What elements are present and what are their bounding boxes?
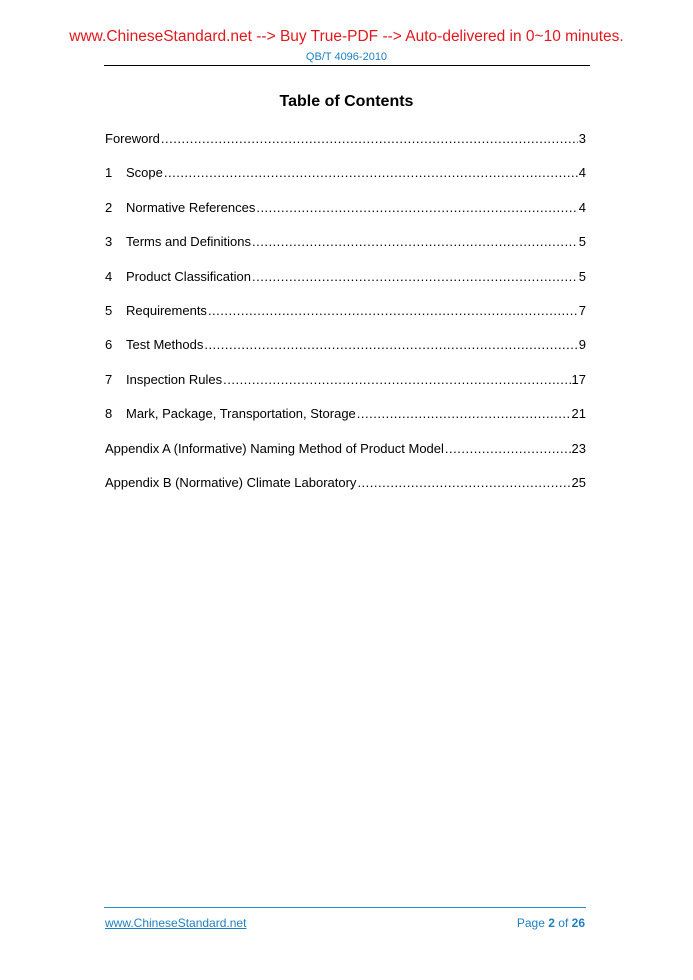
toc-entry-number: 1: [105, 165, 113, 181]
standard-code: QB/T 4096-2010: [305, 51, 388, 63]
toc-entry[interactable]: [105, 269, 586, 303]
toc-entry-label: Scope: [126, 165, 163, 181]
page-indicator: [517, 916, 585, 930]
toc-entry-page: 9: [578, 337, 586, 353]
toc-entry-page: 5: [578, 268, 586, 284]
toc-dot-leader: [161, 131, 578, 146]
toc-entry[interactable]: [105, 406, 586, 440]
toc-dot-leader: [252, 269, 578, 284]
toc-entry[interactable]: [105, 234, 586, 268]
toc-dot-leader: [164, 165, 578, 180]
toc-dot-leader: [357, 475, 570, 490]
toc-entry-page: 21: [571, 406, 586, 422]
toc-entry[interactable]: [105, 200, 586, 234]
toc-dot-leader: [445, 441, 571, 456]
toc-entry-label: Mark, Package, Transportation, Storage: [126, 406, 356, 422]
toc-entry-label: Foreword: [105, 131, 160, 146]
toc-entry-page: 5: [578, 234, 586, 250]
toc-entry[interactable]: [105, 165, 586, 199]
toc-entry-page: 3: [578, 131, 586, 146]
toc-entry-number: 4: [105, 268, 113, 284]
footer-divider: [104, 907, 586, 908]
toc-entry-label: Requirements: [126, 302, 207, 318]
toc-dot-leader: [204, 337, 577, 352]
toc-entry-label: Inspection Rules: [126, 371, 223, 387]
toc-entry-page: 4: [578, 165, 586, 181]
toc-entry-page: 23: [571, 440, 586, 456]
promo-banner[interactable]: www.ChineseStandard.net --> Buy True-PDF --> Auto-delivered in 0~10 minutes.: [69, 28, 624, 45]
toc-entry[interactable]: [105, 303, 586, 337]
page-prefix: Page: [516, 916, 545, 930]
toc-entry-label: Test Methods: [126, 337, 204, 353]
toc-entry-label: Appendix B (Normative) Climate Laboratory: [105, 474, 357, 490]
toc-dot-leader: [357, 406, 571, 421]
toc-entry-label: Terms and Definitions: [126, 234, 251, 250]
toc-entry-number: 5: [105, 302, 113, 318]
toc-entry-label: Appendix A (Informative) Naming Method of Product Model: [105, 440, 444, 456]
toc-dot-leader: [256, 200, 577, 215]
toc-entry-number: 2: [105, 199, 113, 215]
toc-dot-leader: [223, 372, 570, 387]
toc-entry-page: 17: [571, 371, 586, 387]
toc-entry-number: 6: [105, 337, 113, 353]
toc-entry[interactable]: [105, 441, 586, 475]
toc-dot-leader: [208, 303, 578, 318]
toc-title: Table of Contents: [279, 93, 414, 110]
header-divider: [104, 65, 590, 66]
toc-entry[interactable]: [105, 131, 586, 165]
page-of-label: of: [558, 916, 569, 930]
toc-entry-label: Normative References: [126, 199, 256, 215]
toc-entry[interactable]: [105, 372, 586, 406]
toc-entry-label: Product Classification: [126, 268, 251, 284]
toc-entry-page: 4: [578, 199, 586, 215]
footer-site-link[interactable]: www.ChineseStandard.net: [105, 916, 247, 930]
table-of-contents: [105, 131, 586, 509]
current-page-number: 2: [548, 916, 555, 930]
toc-entry-number: 7: [105, 371, 113, 387]
toc-entry-page: 25: [571, 474, 586, 490]
total-pages-number: 26: [571, 916, 585, 930]
toc-entry[interactable]: [105, 475, 586, 509]
toc-entry[interactable]: [105, 337, 586, 371]
toc-entry-number: 8: [105, 406, 113, 422]
toc-entry-page: 7: [578, 302, 586, 318]
toc-entry-number: 3: [105, 234, 113, 250]
toc-dot-leader: [252, 234, 578, 249]
